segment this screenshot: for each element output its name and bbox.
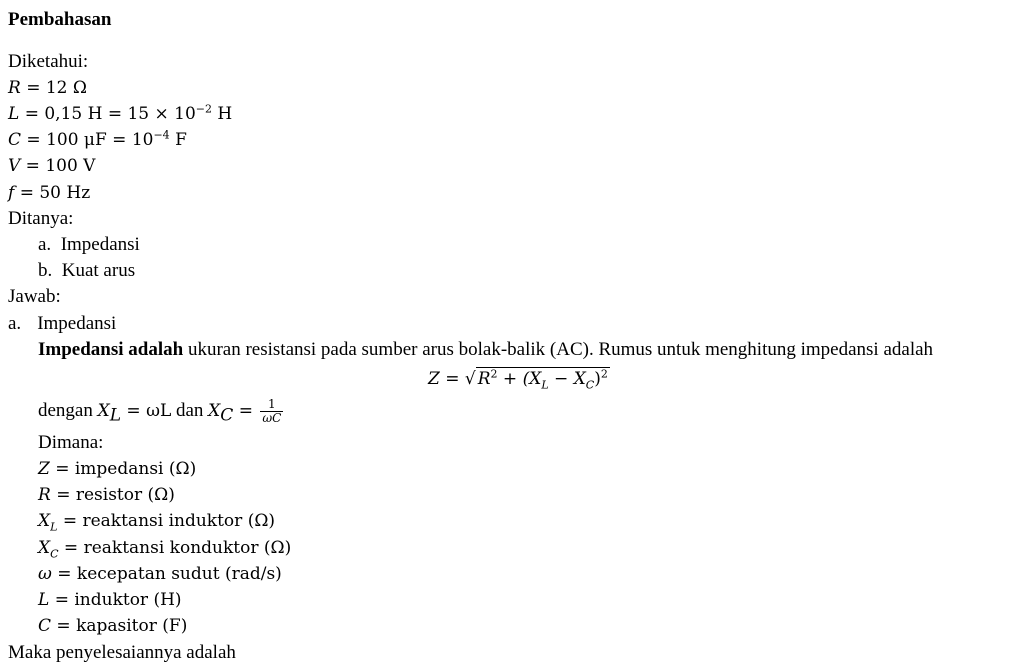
def-omega-var: ω <box>38 564 52 584</box>
given-inductance-unit: H <box>212 104 233 124</box>
definition-l <box>38 588 182 612</box>
formula-r-exp: 2 <box>490 367 498 381</box>
xl-equation: = ωL <box>121 400 172 421</box>
question-text: Impedansi <box>60 234 140 255</box>
part-a-heading <box>8 312 116 336</box>
question-marker: b. <box>38 260 53 281</box>
def-r-var: R <box>38 485 51 505</box>
def-z-var: Z <box>38 459 50 479</box>
definition-z <box>38 457 196 481</box>
given-voltage <box>8 154 95 178</box>
question-marker: a. <box>38 234 52 255</box>
xc-sub: C <box>220 405 234 426</box>
question-text: Kuat arus <box>61 260 136 281</box>
formula-equals: = <box>439 369 465 389</box>
def-c-text: = kapasitor (F) <box>51 616 188 636</box>
def-xc-text: = reaktansi konduktor (Ω) <box>58 538 292 558</box>
xl-var: X <box>97 400 110 421</box>
sqrt-sign: √ <box>464 369 476 389</box>
definition-xc <box>38 536 291 560</box>
xc-var: X <box>208 400 221 421</box>
var-c: C <box>8 130 22 150</box>
given-inductance-value: = 0,15 H = 15 × 10 <box>19 104 196 124</box>
def-xc-var: X <box>38 538 51 558</box>
def-l-text: = induktor (H) <box>49 590 182 610</box>
formula-sub-c: C <box>585 378 595 392</box>
definition-bold-lead: Impedansi adalah <box>38 339 184 360</box>
def-xl-var: X <box>38 511 51 531</box>
definition-text: ukuran resistansi pada sumber arus bolak-balik (AC). Rumus untuk menghitung impedansi adalah <box>183 339 934 360</box>
xl-sub: L <box>109 405 122 426</box>
formula-minus-xc: − X <box>548 369 586 389</box>
var-r: R <box>8 78 21 98</box>
def-r-text: = resistor (Ω) <box>50 485 175 505</box>
def-xc-sub: C <box>50 547 59 561</box>
diketahui-label: Diketahui: <box>8 51 89 72</box>
formula-plus-xl: + (X <box>497 369 542 389</box>
formula-sub-l: L <box>541 378 549 392</box>
definition-c <box>38 614 187 638</box>
reciprocal-fraction <box>260 398 283 425</box>
impedance-formula <box>428 367 610 391</box>
closing-line: Maka penyelesaiannya adalah <box>8 642 236 663</box>
formula-z: Z <box>428 369 440 389</box>
definition-omega <box>38 562 282 586</box>
jawab-label: Jawab: <box>8 286 61 307</box>
given-frequency-value: = 50 Hz <box>14 183 91 203</box>
given-resistance <box>8 76 87 100</box>
dimana-label: Dimana: <box>38 432 104 453</box>
fraction-denominator: ωC <box>262 411 282 425</box>
def-c-var: C <box>38 616 52 636</box>
page-title: Pembahasan <box>8 9 112 30</box>
question-item <box>38 259 135 283</box>
def-z-text: = impedansi (Ω) <box>49 459 197 479</box>
given-capacitance-unit: F <box>169 130 187 150</box>
definition-sentence <box>38 338 933 362</box>
fraction-numerator: 1 <box>260 398 283 412</box>
part-a-title: Impedansi <box>37 313 117 334</box>
def-xl-text: = reaktansi induktor (Ω) <box>57 511 276 531</box>
question-item <box>38 233 140 257</box>
given-capacitance-value: = 100 μF = 10 <box>21 130 154 150</box>
given-capacitance-exponent: −4 <box>153 128 170 142</box>
part-a-marker: a. <box>8 313 22 334</box>
formula-close-exp: 2 <box>600 367 608 381</box>
formula-close: ) <box>594 369 601 389</box>
definition-xl <box>38 509 275 533</box>
dengan-text: dengan <box>38 399 98 421</box>
var-v: V <box>8 156 21 176</box>
definition-r <box>38 483 175 507</box>
var-f: f <box>8 183 15 203</box>
def-l-var: L <box>38 590 50 610</box>
def-xl-sub: L <box>50 520 58 534</box>
xc-equals: = <box>233 400 259 421</box>
given-voltage-value: = 100 V <box>20 156 96 176</box>
given-inductance-exponent: −2 <box>195 102 213 116</box>
given-resistance-value: = 12 Ω <box>20 78 87 98</box>
given-capacitance <box>8 128 187 152</box>
var-l: L <box>8 104 20 124</box>
given-inductance <box>8 102 232 126</box>
radicand <box>476 367 610 390</box>
given-frequency <box>8 181 90 205</box>
ditanya-label: Ditanya: <box>8 208 74 229</box>
reactance-formulas <box>38 398 283 425</box>
def-omega-text: = kecepatan sudut (rad/s) <box>51 564 282 584</box>
formula-r: R <box>477 369 491 389</box>
dan-text: dan <box>171 399 209 421</box>
